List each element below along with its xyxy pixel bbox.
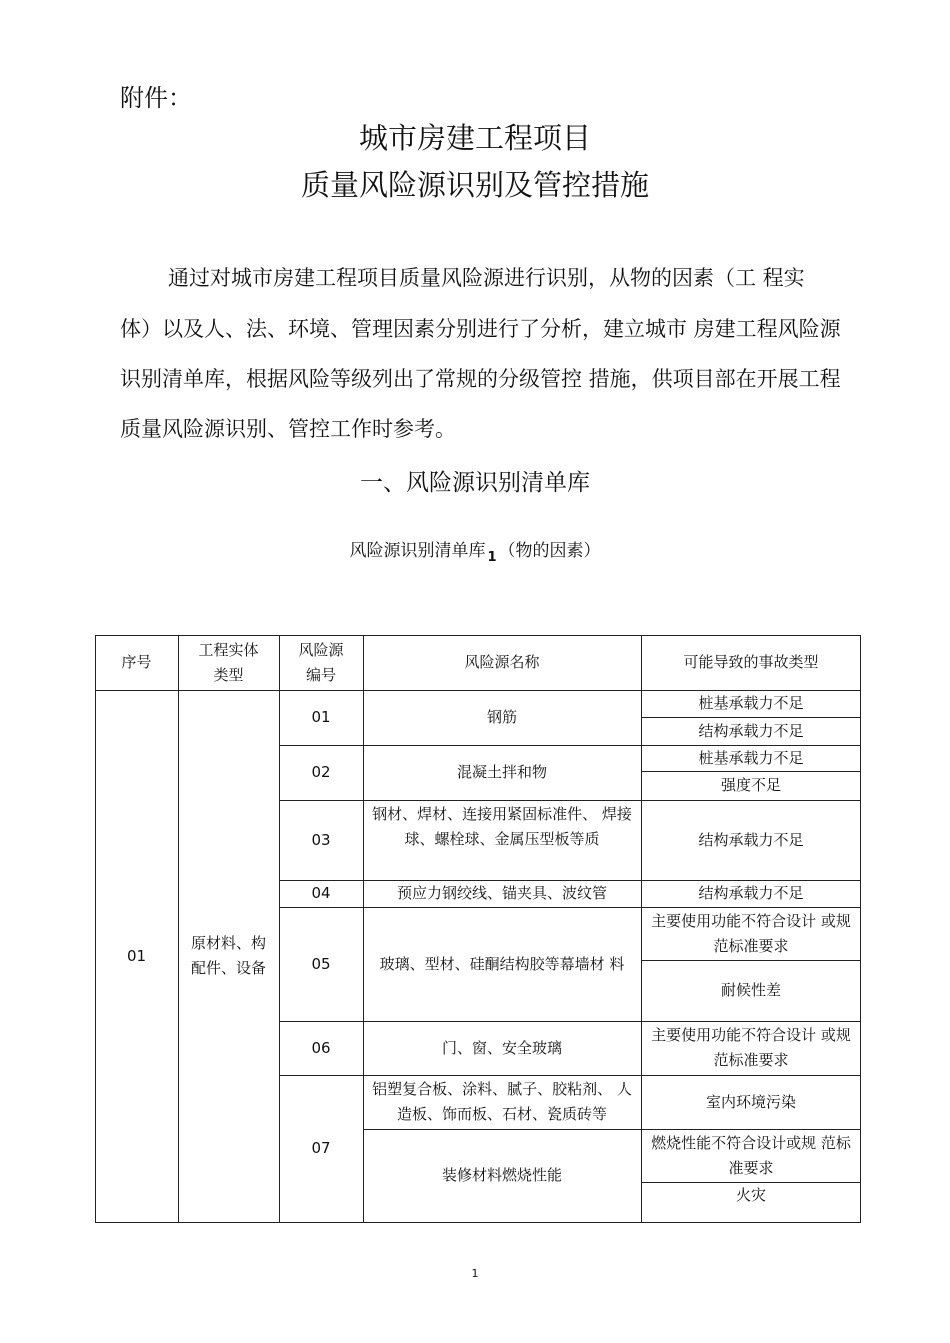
table-caption: [0, 536, 950, 565]
risk-name-cell: 门、窗、安全玻璃: [441, 1038, 562, 1057]
header-risk-name: 风险源名称: [464, 653, 540, 671]
risk-code-cell: 04: [311, 884, 331, 902]
risk-name-cell: 预应力钢绞线、锚夹具、波纹管: [396, 884, 607, 902]
accident-type-cell: 火灾: [735, 1186, 766, 1204]
accident-type-cell: 室内环境污染: [705, 1092, 796, 1111]
risk-name-cell: 钢材、焊材、连接用紧固标准件、 焊接球、螺栓球、金属压型板等质: [372, 805, 632, 848]
accident-type-cell: 结构承载力不足: [698, 721, 804, 740]
section-heading: 一、风险源识别清单库: [360, 470, 590, 496]
risk-code-cell: 06: [311, 1038, 331, 1057]
document-title-line-2: 质量风险源识别及管控措施: [300, 168, 649, 202]
accident-type-cell: 结构承载力不足: [698, 884, 804, 902]
page-number: 1: [471, 1267, 479, 1280]
risk-code-cell: 03: [311, 830, 331, 849]
risk-name-cell: 混凝土拌和物: [456, 763, 547, 781]
risk-code-cell: 02: [311, 763, 331, 781]
header-entity-type: 工程实体 类型: [198, 640, 259, 684]
risk-code-cell: 01: [311, 708, 331, 726]
intro-line-3: 识别清单库，根据风险等级列出了常规的分级管控 措施，供项目部在开展工程: [120, 367, 841, 391]
accident-type-cell: 强度不足: [720, 776, 781, 794]
risk-name-cell: 钢筋: [486, 708, 517, 726]
accident-type-cell: 燃烧性能不符合设计或规 范标准要求: [651, 1133, 851, 1177]
document-title-line-1: 城市房建工程项目: [358, 121, 591, 155]
header-risk-code: 风险源编号: [298, 640, 344, 684]
table-caption-suffix: （物的因素）: [498, 541, 601, 561]
accident-type-cell: 桩基承载力不足: [698, 748, 804, 767]
accident-type-cell: 结构承载力不足: [698, 830, 804, 849]
risk-source-table: [95, 635, 861, 1223]
accident-type-cell: 主要使用功能不符合设计 或规范标准要求: [651, 911, 851, 955]
table-caption-prefix: 风险源识别清单库: [349, 541, 486, 561]
group-seq: 01: [126, 946, 147, 965]
intro-line-4: 质量风险源识别、管控工作时参考。: [120, 417, 456, 441]
accident-type-cell: 主要使用功能不符合设计 或规范标准要求: [651, 1026, 851, 1069]
accident-type-cell: 耐候性差: [720, 981, 781, 999]
intro-line-1: 通过对城市房建工程项目质量风险源进行识别，从物的因素（工 程实: [168, 266, 805, 290]
accident-type-cell: 桩基承载力不足: [698, 694, 804, 712]
intro-line-2: 体）以及人、法、环境、管理因素分别进行了分析，建立城市 房建工程风险源: [120, 317, 841, 341]
risk-name-cell: 装修材料燃烧性能: [441, 1166, 562, 1184]
risk-code-cell: 07: [311, 1139, 331, 1157]
table-caption-number: 1: [487, 550, 497, 565]
header-seq: 序号: [121, 653, 152, 671]
risk-name-cell: 玻璃、型材、硅酮结构胶等幕墙材 料: [379, 954, 625, 973]
header-accident-type: 可能导致的事故类型: [683, 653, 819, 671]
group-entity-type: 原材料、构配件、设备: [190, 934, 266, 977]
risk-code-cell: 05: [311, 954, 331, 973]
attachment-label: 附件：: [120, 84, 192, 112]
risk-name-cell: 铝塑复合板、涂料、腻子、胶粘剂、 人造板、饰而板、石材、瓷质砖等: [372, 1080, 632, 1123]
